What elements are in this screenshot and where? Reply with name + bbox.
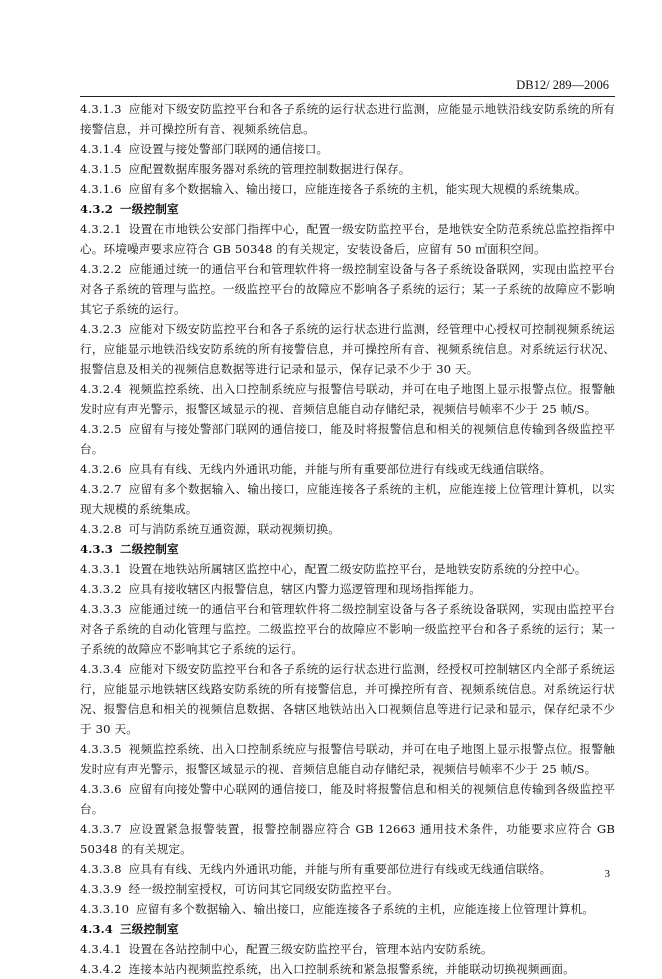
clause-text: 一级控制室 (120, 202, 179, 216)
clause-number: 4.3.1.4 (80, 142, 122, 156)
clause-paragraph (80, 179, 615, 199)
clause-number: 4.3.2.3 (80, 322, 122, 336)
clause-text: 应留有与接处警部门联网的通信接口，能及时将报警信息和相关的视频信息传输到各级监控平台。 (80, 422, 615, 456)
standard-code: DB12/ 289—2006 (516, 78, 609, 92)
clause-paragraph (80, 899, 615, 919)
clause-paragraph (80, 379, 615, 419)
clause-number: 4.3.3.2 (80, 582, 122, 596)
clause-paragraph (80, 819, 615, 859)
clause-text: 经一级控制室授权，可访问其它同级安防监控平台。 (128, 882, 399, 896)
clause-number: 4.3.2.8 (80, 522, 122, 536)
clause-number: 4.3.2.4 (80, 382, 122, 396)
section-heading (80, 199, 615, 219)
clause-number: 4.3.4.1 (80, 942, 122, 956)
section-heading (80, 919, 615, 939)
clause-text: 应留有向接处警中心联网的通信接口，能及时将报警信息和相关的视频信息传输到各级监控平台。 (80, 782, 615, 816)
clause-number: 4.3.2.5 (80, 422, 122, 436)
clause-text: 应设置与接处警部门联网的通信接口。 (128, 142, 329, 156)
clause-paragraph (80, 159, 615, 179)
clause-paragraph (80, 259, 615, 319)
clause-paragraph (80, 559, 615, 579)
clause-number: 4.3.3.4 (80, 662, 122, 676)
clause-text: 视频监控系统、出入口控制系统应与报警信号联动，并可在电子地图上显示报警点位。报警触发时应有声光警示，报警区域显示的视、音频信息能自动存储纪录，视频信号帧率不少于 25 帧/S。 (80, 382, 615, 416)
clause-number: 4.3.4.2 (80, 962, 122, 976)
clause-number: 4.3.1.3 (80, 102, 122, 116)
clause-paragraph (80, 779, 615, 819)
clause-paragraph (80, 479, 615, 519)
clause-paragraph (80, 599, 615, 659)
clause-number: 4.3.3 (80, 542, 114, 556)
clause-number: 4.3.3.6 (80, 782, 122, 796)
clause-number: 4.3.3.5 (80, 742, 122, 756)
clause-text: 应能对下级安防监控平台和各子系统的运行状态进行监测，经授权可控制辖区内全部子系统运行，应能显示地铁辖区线路安防系统的所有接警信息，并可操控所有音、视频系统信息。对系统运行状况、报警信息和相关的视频信息数据、各辖区地铁站出入口视频信息等进行记录和显示，保存纪录不少于 30 天。 (80, 662, 615, 736)
section-heading (80, 539, 615, 559)
clause-text: 设置在市地铁公安部门指挥中心，配置一级安防监控平台，是地铁安全防范系统总监控指挥中心。环境噪声要求应符合 GB 50348 的有关规定，安装设备后，应留有 50 ㎡面积空间。 (80, 222, 615, 256)
clause-number: 4.3.2.7 (80, 482, 122, 496)
clause-number: 4.3.3.8 (80, 862, 122, 876)
page-number: 3 (604, 868, 610, 880)
clause-text: 应具有接收辖区内报警信息，辖区内警力巡逻管理和现场指挥能力。 (128, 582, 481, 596)
document-body (80, 99, 615, 979)
clause-paragraph (80, 659, 615, 739)
clause-paragraph (80, 939, 615, 959)
clause-number: 4.3.3.10 (80, 902, 130, 916)
clause-number: 4.3.2.1 (80, 222, 122, 236)
clause-text: 应配置数据库服务器对系统的管理控制数据进行保存。 (128, 162, 411, 176)
clause-text: 应具有有线、无线内外通讯功能，并能与所有重要部位进行有线或无线通信联络。 (128, 462, 552, 476)
clause-paragraph (80, 139, 615, 159)
clause-paragraph (80, 419, 615, 459)
clause-paragraph (80, 959, 615, 979)
clause-number: 4.3.2.2 (80, 262, 122, 276)
clause-paragraph (80, 459, 615, 479)
clause-number: 4.3.1.6 (80, 182, 122, 196)
clause-text: 二级控制室 (120, 542, 179, 556)
clause-text: 应留有多个数据输入、输出接口，应能连接各子系统的主机，应能连接上位管理计算机，以实现大规模的系统集成。 (80, 482, 615, 516)
clause-paragraph (80, 879, 615, 899)
clause-number: 4.3.3.3 (80, 602, 122, 616)
clause-text: 应设置紧急报警装置，报警控制器应符合 GB 12663 通用技术条件，功能要求应符合 GB 50348 的有关规定。 (80, 822, 615, 856)
clause-text: 应留有多个数据输入、输出接口，应能连接各子系统的主机，应能连接上位管理计算机。 (136, 902, 595, 916)
clause-number: 4.3.1.5 (80, 162, 122, 176)
clause-text: 三级控制室 (120, 922, 179, 936)
clause-text: 设置在地铁站所属辖区监控中心，配置二级安防监控平台，是地铁安防系统的分控中心。 (128, 562, 587, 576)
clause-number: 4.3.2 (80, 202, 114, 216)
clause-paragraph (80, 219, 615, 259)
clause-number: 4.3.4 (80, 922, 114, 936)
clause-paragraph (80, 319, 615, 379)
clause-paragraph (80, 519, 615, 539)
header-rule (80, 96, 615, 97)
clause-number: 4.3.2.6 (80, 462, 122, 476)
clause-text: 可与消防系统互通资源，联动视频切换。 (128, 522, 341, 536)
clause-text: 应能对下级安防监控平台和各子系统的运行状态进行监测，经管理中心授权可控制视频系统运行，应能显示地铁沿线安防系统的所有接警信息，并可操控所有音、视频系统信息。对系统运行状况、报警信息及相关的视频信息数据等进行记录和显示，保存记录不少于 30 天。 (80, 322, 615, 376)
clause-text: 应能通过统一的通信平台和管理软件将二级控制室设备与各子系统设备联网，实现由监控平台对各子系统的自动化管理与监控。二级监控平台的故障应不影响一级监控平台和各子系统的运行；某一子系统的故障应不影响其它子系统的运行。 (80, 602, 615, 656)
clause-number: 4.3.3.1 (80, 562, 122, 576)
clause-number: 4.3.3.9 (80, 882, 122, 896)
clause-text: 应能对下级安防监控平台和各子系统的运行状态进行监测，应能显示地铁沿线安防系统的所有接警信息，并可操控所有音、视频系统信息。 (80, 102, 615, 136)
clause-text: 视频监控系统、出入口控制系统应与报警信号联动，并可在电子地图上显示报警点位。报警触发时应有声光警示，报警区域显示的视、音频信息能自动存储纪录，视频信号帧率不少于 25 帧/S。 (80, 742, 615, 776)
clause-text: 应留有多个数据输入、输出接口，应能连接各子系统的主机，能实现大规模的系统集成。 (128, 182, 587, 196)
clause-text: 设置在各站控制中心，配置三级安防监控平台，管理本站内安防系统。 (128, 942, 493, 956)
clause-paragraph (80, 739, 615, 779)
clause-number: 4.3.3.7 (80, 822, 122, 836)
clause-paragraph (80, 579, 615, 599)
clause-text: 连接本站内视频监控系统，出入口控制系统和紧急报警系统，并能联动切换视频画面。 (128, 962, 575, 976)
clause-paragraph (80, 859, 615, 879)
clause-text: 应具有有线、无线内外通讯功能，并能与所有重要部位进行有线或无线通信联络。 (128, 862, 552, 876)
clause-text: 应能通过统一的通信平台和管理软件将一级控制室设备与各子系统设备联网，实现由监控平台对各子系统的管理与监控。一级监控平台的故障应不影响各子系统的运行；某一子系统的故障应不影响其它子系统的运行。 (80, 262, 615, 316)
clause-paragraph (80, 99, 615, 139)
